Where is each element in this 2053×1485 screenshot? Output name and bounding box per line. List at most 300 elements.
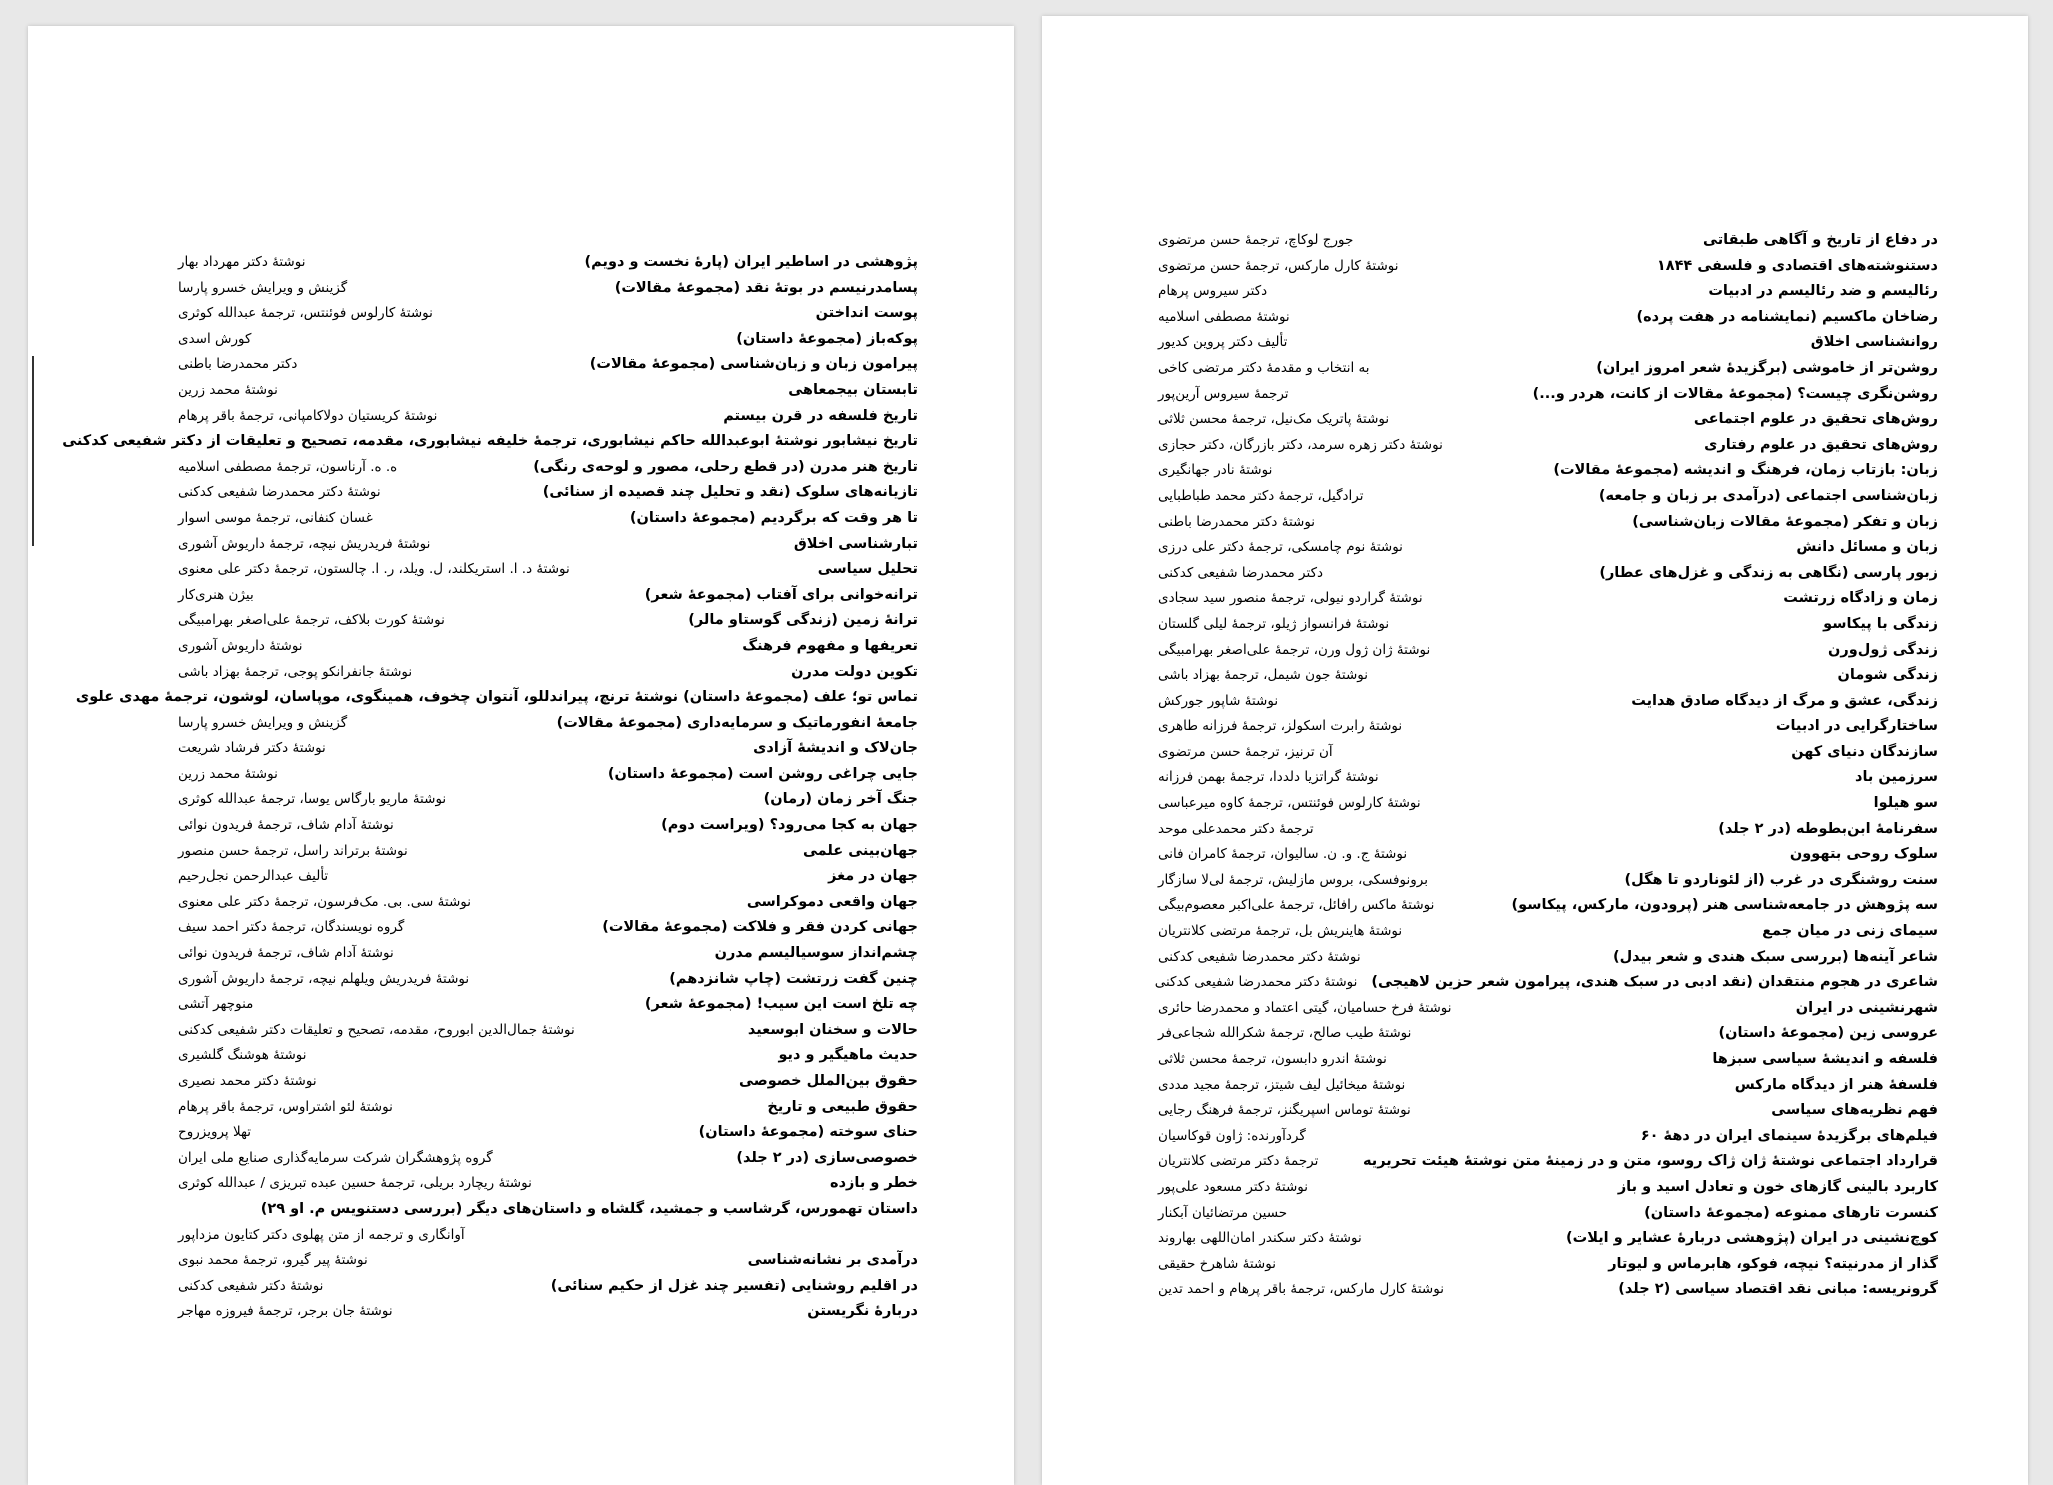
entry-spacer: [1389, 612, 1823, 638]
entry-spacer: [326, 736, 753, 762]
book-author: نوشتهٔ دکتر محمدرضا شفیعی کدکنی: [178, 484, 381, 501]
entry-spacer: [1290, 305, 1637, 331]
book-author: نوشتهٔ آدام شاف، ترجمهٔ فریدون نوائی: [178, 817, 394, 834]
book-title: سلوک روحی بتهوون: [1789, 846, 1938, 863]
book-entry: [178, 992, 918, 1018]
book-title: زندگی شومان: [1837, 667, 1938, 684]
book-author: نوشتهٔ هوشنگ گلشیری: [178, 1047, 307, 1064]
book-author: نوشتهٔ اندرو دابسون، ترجمهٔ محسن ثلاثی: [1158, 1051, 1387, 1067]
entry-spacer: [278, 762, 608, 788]
book-entry: [178, 839, 918, 865]
book-entry: [178, 1248, 918, 1274]
entry-spacer: [48, 429, 62, 455]
book-author: منوچهر آتشی: [178, 996, 254, 1013]
book-entry: [1158, 1124, 1938, 1150]
book-entry: [1158, 1277, 1938, 1303]
entry-spacer: [393, 1299, 808, 1325]
entry-spacer: [1443, 433, 1704, 459]
entry-spacer: [1306, 1124, 1641, 1150]
book-title: تابستان بیجمعاهی: [788, 381, 918, 398]
book-author: نوشتهٔ دکتر محمدرضا باطنی: [1158, 513, 1316, 530]
book-author: ترجمهٔ دکتر محمدعلی موحد: [1158, 820, 1314, 837]
book-title: حدیث ماهیگیر و دیو: [778, 1047, 918, 1064]
book-title: فلسفهٔ هنر از دیدگاه مارکس: [1734, 1076, 1938, 1093]
entry-spacer: [297, 352, 589, 378]
book-entry: [178, 608, 918, 634]
book-author: نوشتهٔ شاهرخ حقیقی: [1158, 1255, 1276, 1272]
book-author: به انتخاب و مقدمهٔ دکتر مرتضی کاخی: [1158, 359, 1370, 376]
book-entry: [1158, 817, 1938, 843]
book-entry: [1158, 1047, 1938, 1073]
book-author: نوشتهٔ دکتر شفیعی کدکنی: [178, 1277, 324, 1294]
entry-spacer: [1289, 382, 1533, 408]
entry-spacer: [1323, 561, 1599, 587]
book-title: زبان‌شناسی اجتماعی (درآمدی بر زبان و جامعه): [1598, 487, 1938, 504]
book-author: گروه پژوهشگران شرکت سرمایه‌گذاری صنایع ملی ایران: [178, 1149, 493, 1166]
book-entry: [1158, 945, 1938, 971]
entry-spacer: [1421, 791, 1874, 817]
entry-spacer: [253, 992, 644, 1018]
book-author: نوشتهٔ دکتر محمدرضا شفیعی کدکنی: [1154, 974, 1358, 991]
book-author: نوشتهٔ طیب صالح، ترجمهٔ شکرالله شجاعی‌فر: [1158, 1025, 1412, 1042]
book-title: زبان و تفکر (مجموعهٔ مقالات زبان‌شناسی): [1632, 513, 1938, 530]
book-author: نوشتهٔ گراتزیا دلددا، ترجمهٔ بهمن فرزانه: [1158, 769, 1379, 786]
book-entry: [178, 1223, 918, 1249]
entry-spacer: [1363, 484, 1598, 510]
book-author: آن ترنیز، ترجمهٔ حسن مرتضوی: [1158, 743, 1333, 760]
book-entry: [178, 1095, 918, 1121]
book-author: نوشتهٔ ژان ژول ورن، ترجمهٔ علی‌اصغر بهرامبیگی: [1158, 641, 1431, 658]
entry-spacer: [1276, 1252, 1608, 1278]
entry-spacer: [397, 455, 533, 481]
entry-spacer: [1287, 330, 1810, 356]
book-entry: [178, 864, 918, 890]
book-title: روش‌های تحقیق در علوم رفتاری: [1704, 436, 1938, 453]
book-author: ترادگیل، ترجمهٔ دکتر محمد طباطبایی: [1158, 487, 1364, 504]
book-author: کورش اسدی: [178, 330, 252, 347]
book-entry: [178, 890, 918, 916]
book-author: نوشتهٔ جان برجر، ترجمهٔ فیروزه مهاجر: [178, 1303, 393, 1320]
entry-spacer: [328, 864, 828, 890]
book-title: جهان در مغز: [828, 868, 918, 885]
book-author: غسان کنفانی، ترجمهٔ موسی اسوار: [178, 509, 373, 526]
book-title: روشن‌تر از خاموشی (برگزیدهٔ شعر امروز ایران): [1596, 359, 1938, 376]
book-author: نوشتهٔ ریچارد بریلی، ترجمهٔ حسین عبده تبریزی / عبدالله کوثری: [178, 1175, 532, 1192]
entry-spacer: [1278, 689, 1631, 715]
book-title: سازندگان دنیای کهن: [1791, 743, 1938, 760]
book-entry: [1158, 330, 1938, 356]
book-entry: [1158, 893, 1938, 919]
book-title: زندگی ژول‌ورن: [1828, 641, 1938, 658]
book-entry: [1158, 638, 1938, 664]
book-entry: [1158, 1149, 1938, 1175]
entry-spacer: [433, 301, 816, 327]
book-title: جامعهٔ انفورماتیک و سرمایه‌داری (مجموعهٔ مقالات): [556, 714, 918, 731]
entry-spacer: [1287, 1201, 1644, 1227]
book-title: در اقلیم روشنایی (تفسیر چند غزل از حکیم سنائی): [550, 1277, 918, 1294]
book-entry: [178, 1120, 918, 1146]
book-author: نوشتهٔ دکتر فرشاد شریعت: [178, 740, 326, 757]
book-author: نوشتهٔ جون شیمل، ترجمهٔ بهزاد باشی: [1158, 667, 1369, 684]
book-title: حقوق طبیعی و تاریخ: [767, 1098, 918, 1115]
entry-spacer: [1411, 1098, 1771, 1124]
book-entry: [178, 967, 918, 993]
entry-spacer: [1434, 893, 1511, 919]
entry-spacer: [469, 967, 669, 993]
entry-spacer: [437, 404, 723, 430]
book-entry: [178, 1299, 918, 1325]
book-title: فیلم‌های برگزیدهٔ سینمای ایران در دههٔ ۶۰: [1640, 1127, 1938, 1144]
book-author: نوشتهٔ کارلوس فوئنتس، ترجمهٔ عبدالله کوثری: [178, 305, 433, 322]
book-author: نوشتهٔ دکتر مهرداد بهار: [178, 254, 306, 270]
book-entry: [178, 557, 918, 583]
book-entry: [178, 1197, 918, 1223]
book-entry: [1158, 279, 1938, 305]
entry-spacer: [394, 941, 715, 967]
book-title: کوچ‌نشینی در ایران (پژوهشی دربارهٔ عشایر و ایلات): [1566, 1230, 1938, 1247]
book-title: روش‌های تحقیق در علوم اجتماعی: [1693, 411, 1938, 428]
entry-spacer: [251, 327, 736, 353]
book-entry: [178, 583, 918, 609]
book-title: تماس تو؛ علف (مجموعهٔ داستان) نوشتهٔ ترنچ، پیراندللو، آنتوان چخوف، همینگوی، موپاسان، لوشون، ترجمهٔ مهدی علوی: [75, 689, 918, 706]
book-author: نوشتهٔ دکتر سکندر امان‌اللهی بهاروند: [1158, 1230, 1362, 1247]
entry-spacer: [278, 378, 788, 404]
entry-spacer: [381, 480, 543, 506]
book-author: نوشتهٔ کارل مارکس، ترجمهٔ حسن مرتضوی: [1158, 257, 1399, 274]
book-author: گزینش و ویرایش خسرو پارسا: [178, 279, 348, 296]
entry-spacer: [1430, 638, 1828, 664]
book-entry: [1158, 510, 1938, 536]
entry-spacer: [430, 532, 793, 558]
book-entry: [178, 1146, 918, 1172]
book-entry: [1158, 382, 1938, 408]
book-author: بیژن هنری‌کار: [178, 586, 254, 603]
book-author: نوشتهٔ دکتر مسعود علی‌پور: [1158, 1178, 1308, 1195]
book-title: زبور پارسی (نگاهی به زندگی و غزل‌های عطار): [1599, 564, 1938, 581]
entry-spacer: [317, 1069, 739, 1095]
entry-spacer: [1444, 1277, 1618, 1303]
entry-spacer: [1357, 970, 1371, 996]
book-entry: [178, 327, 918, 353]
entry-spacer: [323, 1274, 550, 1300]
book-author: نوشتهٔ سی. بی. مک‌فرسون، ترجمهٔ دکتر علی معنوی: [178, 893, 472, 910]
entry-spacer: [1333, 740, 1792, 766]
book-title: جهان به کجا می‌رود؟ (ویراست دوم): [661, 817, 918, 834]
book-entry: [1158, 433, 1938, 459]
book-entry: [1158, 254, 1938, 280]
book-entry: [178, 941, 918, 967]
book-author: نوشتهٔ نادر جهانگیری: [1158, 462, 1273, 479]
book-author: نوشتهٔ گراردو نیولی، ترجمهٔ منصور سید سجادی: [1158, 590, 1423, 607]
entry-spacer: [1402, 714, 1776, 740]
entry-spacer: [251, 1120, 699, 1146]
book-author: نوشتهٔ کورت بلاکف، ترجمهٔ علی‌اصغر بهرامبیگی: [178, 612, 445, 629]
entry-spacer: [471, 890, 747, 916]
book-title: تاریخ نیشابور نوشتهٔ ابوعبدالله حاکم نیشابوری، ترجمهٔ خلیفه نیشابوری، مقدمه، تصحیح و تعلیقات از دکتر شفیعی کدکنی: [62, 433, 918, 450]
book-title: ترانهٔ زمین (زندگی گوستاو مالر): [688, 612, 918, 629]
book-entry: [1158, 305, 1938, 331]
book-title: رئالیسم و ضد رئالیسم در ادبیات: [1708, 283, 1938, 300]
entry-spacer: [408, 839, 803, 865]
book-author: نوشتهٔ کارلوس فوئنتس، ترجمهٔ کاوه میرعباسی: [1158, 795, 1421, 812]
book-title: چنین گفت زرتشت (چاپ شانزدهم): [669, 970, 918, 987]
entry-spacer: [1315, 510, 1632, 536]
book-title: خصوصی‌سازی (در ۲ جلد): [736, 1149, 918, 1166]
book-entry: [178, 404, 918, 430]
book-author: نوشتهٔ ماریو بارگاس یوسا، ترجمهٔ عبدالله کوثری: [178, 791, 447, 808]
entry-spacer: [1423, 586, 1784, 612]
book-entry: [1158, 689, 1938, 715]
entry-spacer: [1370, 356, 1597, 382]
book-entry: [178, 506, 918, 532]
book-author: دکتر سیروس پرهام: [1158, 283, 1268, 300]
book-entry: [178, 378, 918, 404]
entry-spacer: [1353, 228, 1703, 254]
book-author: نوشتهٔ محمد زرین: [178, 381, 278, 398]
book-author: ه. ه. آرناسون، ترجمهٔ مصطفی اسلامیه: [178, 458, 398, 475]
scan-artifact: [32, 356, 34, 546]
entry-spacer: [368, 1248, 748, 1274]
entry-spacer: [62, 685, 76, 711]
book-entry: [1158, 740, 1938, 766]
book-author: نوشتهٔ کریستیان دولاکامپانی، ترجمهٔ باقر پرهام: [178, 407, 438, 424]
book-title: زبان: بازتاب زمان، فرهنگ و اندیشه (مجموعهٔ مقالات): [1553, 462, 1938, 479]
book-author: نوشتهٔ فریدریش نیچه، ترجمهٔ داریوش آشوری: [178, 535, 431, 552]
entry-spacer: [493, 1146, 737, 1172]
book-entry: [1158, 228, 1938, 254]
book-entry: [1158, 1073, 1938, 1099]
book-author: نوشتهٔ هاینریش بل، ترجمهٔ مرتضی کلانتریان: [1158, 923, 1403, 940]
book-title: تعریفها و مفهوم فرهنگ: [742, 637, 918, 654]
entry-spacer: [1402, 919, 1762, 945]
entry-spacer: [178, 1197, 261, 1223]
book-author: تألیف عبدالرحمن نجل‌رحیم: [178, 868, 329, 885]
book-author: نوشتهٔ میخائیل لیف شیتز، ترجمهٔ مجید مددی: [1158, 1076, 1406, 1093]
book-author: نوشتهٔ ماکس رافائل، ترجمهٔ علی‌اکبر معصوم‌بیگی: [1158, 897, 1435, 914]
entry-spacer: [1389, 407, 1694, 433]
book-list: [62, 250, 918, 1325]
book-entry: [1158, 791, 1938, 817]
book-entry: [178, 813, 918, 839]
book-entry: [1158, 484, 1938, 510]
book-title: تکوین دولت مدرن: [791, 663, 918, 680]
entry-spacer: [1403, 535, 1796, 561]
book-entry: [178, 762, 918, 788]
book-author: نوشتهٔ داریوش آشوری: [178, 637, 303, 654]
book-entry: [1158, 1201, 1938, 1227]
entry-spacer: [347, 711, 556, 737]
book-entry: [1158, 868, 1938, 894]
book-author: نوشتهٔ پیر گیرو، ترجمهٔ محمد نبوی: [178, 1252, 368, 1269]
book-title: کاربرد بالینی گازهای خون و تعادل اسید و باز: [1617, 1178, 1938, 1195]
book-title: تحلیل سیاسی: [817, 561, 918, 578]
book-title: کنسرت تارهای ممنوعه (مجموعهٔ داستان): [1644, 1204, 1938, 1221]
book-entry: [178, 736, 918, 762]
book-author: حسین مرتضائیان آبکنار: [1158, 1204, 1288, 1221]
book-title: تا هر وقت که برگردیم (مجموعهٔ داستان): [629, 509, 918, 526]
book-entry: [62, 429, 918, 455]
book-entry: [178, 787, 918, 813]
book-entry: [178, 352, 918, 378]
entry-spacer: [1272, 458, 1553, 484]
entry-spacer: [412, 660, 791, 686]
book-title: درآمدی بر نشانه‌شناسی: [747, 1252, 918, 1269]
book-entry: [178, 276, 918, 302]
book-author: آوانگاری و ترجمه از متن پهلوی دکتر کتایون مزداپور: [178, 1226, 465, 1243]
book-title: پسامدرنیسم در بوتهٔ نقد (مجموعهٔ مقالات): [614, 279, 918, 296]
book-author: نوشتهٔ مصطفی اسلامیه: [1158, 308, 1290, 325]
book-author: نوشتهٔ شاپور جورکش: [1158, 692, 1279, 709]
entry-spacer: [1405, 1073, 1734, 1099]
book-author: ترجمهٔ سیروس آرین‌پور: [1158, 385, 1289, 402]
book-title: خطر و بازده: [830, 1175, 918, 1192]
book-entry: [1158, 714, 1938, 740]
book-title: حالات و سخنان ابوسعید: [747, 1021, 918, 1038]
book-author: نوشتهٔ جانفرانکو پوجی، ترجمهٔ بهزاد باشی: [178, 663, 413, 680]
book-author: نوشتهٔ دکتر محمدرضا شفیعی کدکنی: [1158, 948, 1361, 965]
book-entry: [178, 1043, 918, 1069]
book-entry: [1158, 612, 1938, 638]
entry-spacer: [446, 787, 763, 813]
book-author: نوشتهٔ جمال‌الدین ابوروح، مقدمه، تصحیح و تعلیقات دکتر شفیعی کدکنی: [178, 1021, 575, 1038]
book-author: گروه نویسندگان، ترجمهٔ دکتر احمد سیف: [178, 919, 405, 936]
book-title: روانشناسی اخلاق: [1810, 334, 1938, 351]
entry-spacer: [1308, 1175, 1618, 1201]
book-author: تهلا پرویزروح: [178, 1124, 252, 1141]
entry-spacer: [394, 813, 661, 839]
book-entry: [178, 301, 918, 327]
book-author: گزینش و ویرایش خسرو پارسا: [178, 714, 348, 731]
book-author: نوشتهٔ فرانسواز ژیلو، ترجمهٔ لیلی گلستان: [1158, 615, 1390, 632]
book-title: شاعری در هجوم منتقدان (نقد ادبی در سبک هندی، پیرامون شعر حزین لاهیجی): [1371, 974, 1938, 991]
book-title: حنای سوخته (مجموعهٔ داستان): [698, 1124, 918, 1141]
book-entry: [1158, 458, 1938, 484]
book-entry: [1158, 996, 1938, 1022]
book-title: فهم نظریه‌های سیاسی: [1771, 1102, 1938, 1119]
entry-spacer: [1411, 1021, 1718, 1047]
entry-spacer: [1361, 945, 1613, 971]
entry-spacer: [1407, 842, 1790, 868]
entry-spacer: [307, 1043, 779, 1069]
book-title: سه پژوهش در جامعه‌شناسی هنر (پرودون، مارکس، پیکاسو): [1511, 897, 1938, 914]
entry-spacer: [1267, 279, 1708, 305]
entry-spacer: [305, 250, 584, 276]
book-author: نوشتهٔ نوم چامسکی، ترجمهٔ دکتر علی درزی: [1158, 539, 1403, 556]
book-entry: [178, 915, 918, 941]
book-entry: [1158, 765, 1938, 791]
book-entry: [1158, 1098, 1938, 1124]
entry-spacer: [1452, 996, 1796, 1022]
book-entry: [1158, 919, 1938, 945]
book-title: جهانی کردن فقر و فلاکت (مجموعهٔ مقالات): [602, 919, 918, 936]
book-entry: [178, 532, 918, 558]
book-entry: [178, 250, 918, 276]
entry-spacer: [393, 1095, 768, 1121]
book-title: پیرامون زبان و زبان‌شناسی (مجموعهٔ مقالات): [589, 356, 918, 373]
book-title: زندگی با پیکاسو: [1823, 615, 1938, 632]
book-author: دکتر محمدرضا شفیعی کدکنی: [1158, 564, 1324, 581]
book-entry: [178, 660, 918, 686]
right-page: [1042, 16, 2028, 1485]
book-entry: [1158, 663, 1938, 689]
book-title: روشن‌نگری چیست؟ (مجموعهٔ مقالات از کانت، هردر و...): [1532, 385, 1938, 402]
entry-spacer: [373, 506, 630, 532]
book-author: نوشتهٔ پاتریک مک‌نیل، ترجمهٔ محسن ثلاثی: [1158, 411, 1390, 428]
book-entry: [1158, 356, 1938, 382]
entry-spacer: [347, 276, 614, 302]
book-title: جهان‌بینی علمی: [802, 842, 918, 859]
book-entry: [1158, 561, 1938, 587]
book-title: تاریخ فلسفه در قرن بیستم: [723, 407, 918, 424]
book-title: ساختارگرایی در ادبیات: [1775, 718, 1938, 735]
book-title: تبارشناسی اخلاق: [793, 535, 918, 552]
book-title: چه تلخ است این سیب! (مجموعهٔ شعر): [644, 996, 918, 1013]
left-page: [28, 26, 1014, 1485]
entry-spacer: [575, 1018, 748, 1044]
entry-spacer: [303, 634, 743, 660]
book-entry: [75, 685, 918, 711]
book-title: گذار از مدرنیته؟ نیچه، فوکو، هابرماس و لیوتار: [1608, 1255, 1938, 1272]
book-title: گرونریسه: مبانی نقد اقتصاد سیاسی (۲ جلد): [1618, 1281, 1938, 1298]
book-title: فلسفه و اندیشهٔ سیاسی سبزها: [1712, 1051, 1938, 1067]
book-author: نوشتهٔ دکتر محمد نصیری: [178, 1073, 317, 1089]
book-list: [1154, 228, 1938, 1303]
book-title: داستان تهمورس، گرشاسب و جمشید، گلشاه و داستان‌های دیگر (بررسی دستنویس م. او ۲۹): [260, 1200, 918, 1217]
entry-spacer: [254, 583, 645, 609]
book-entry: [178, 1069, 918, 1095]
entry-spacer: [570, 557, 818, 583]
book-title: جنگ آخر زمان (رمان): [763, 791, 918, 808]
book-entry: [178, 1274, 918, 1300]
book-title: تازیانه‌های سلوک (نقد و تحلیل چند قصیده از سنائی): [542, 484, 918, 501]
book-entry: [1158, 842, 1938, 868]
book-title: سنت روشنگری در غرب (از لئوناردو تا هگل): [1624, 871, 1938, 888]
book-author: نوشتهٔ رابرت اسکولز، ترجمهٔ فرزانه طاهری: [1158, 718, 1403, 735]
book-entry: [1158, 1021, 1938, 1047]
book-entry: [178, 1018, 918, 1044]
book-entry: [178, 480, 918, 506]
book-author: تألیف دکتر پروین کدیور: [1158, 334, 1288, 351]
book-title: پژوهشی در اساطیر ایران (پارهٔ نخست و دویم): [584, 254, 918, 270]
book-title: پوکه‌باز (مجموعهٔ داستان): [736, 330, 918, 347]
book-title: قرارداد اجتماعی نوشتهٔ ژان ژاک روسو، متن و در زمینهٔ متن نوشتهٔ هیئت تحریریه: [1363, 1153, 1938, 1170]
book-entry: [1154, 970, 1938, 996]
book-title: شاعر آینه‌ها (بررسی سبک هندی و شعر بیدل): [1612, 948, 1938, 965]
entry-spacer: [1428, 868, 1625, 894]
book-author: جورج لوکاچ، ترجمهٔ حسن مرتضوی: [1158, 232, 1354, 248]
book-title: جان‌لاک و اندیشهٔ آزادی: [753, 740, 918, 757]
book-title: دستنوشته‌های اقتصادی و فلسفی ۱۸۴۴: [1656, 257, 1938, 274]
book-author: نوشتهٔ ج. و. ن. سالیوان، ترجمهٔ کامران فانی: [1158, 846, 1408, 863]
entry-spacer: [1368, 663, 1837, 689]
book-title: سرزمین باد: [1855, 769, 1938, 786]
book-author: نوشتهٔ توماس اسپریگنز، ترجمهٔ فرهنگ رجایی: [1158, 1102, 1411, 1119]
book-entry: [1158, 407, 1938, 433]
book-author: نوشتهٔ کارل مارکس، ترجمهٔ باقر پرهام و احمد تدین: [1158, 1281, 1444, 1298]
entry-spacer: [1318, 1149, 1363, 1175]
book-title: رضاخان ماکسیم (نمایشنامه در هفت پرده): [1636, 308, 1938, 325]
book-title: زندگی، عشق و مرگ از دیدگاه صادق هدایت: [1631, 692, 1938, 709]
book-title: سیمای زنی در میان جمع: [1762, 923, 1938, 940]
book-title: جهان واقعی دموکراسی: [746, 893, 918, 910]
book-title: حقوق بین‌الملل خصوصی: [739, 1073, 918, 1089]
book-title: پوست انداختن: [815, 305, 918, 322]
book-author: نوشتهٔ فرخ حسامیان، گیتی اعتماد و محمدرضا حائری: [1158, 999, 1452, 1016]
entry-spacer: [1398, 254, 1656, 280]
book-author: نوشتهٔ فریدریش ویلهلم نیچه، ترجمهٔ داریوش آشوری: [178, 970, 470, 987]
book-entry: [178, 634, 918, 660]
book-author: نوشتهٔ برتراند راسل، ترجمهٔ حسن منصور: [178, 842, 408, 859]
